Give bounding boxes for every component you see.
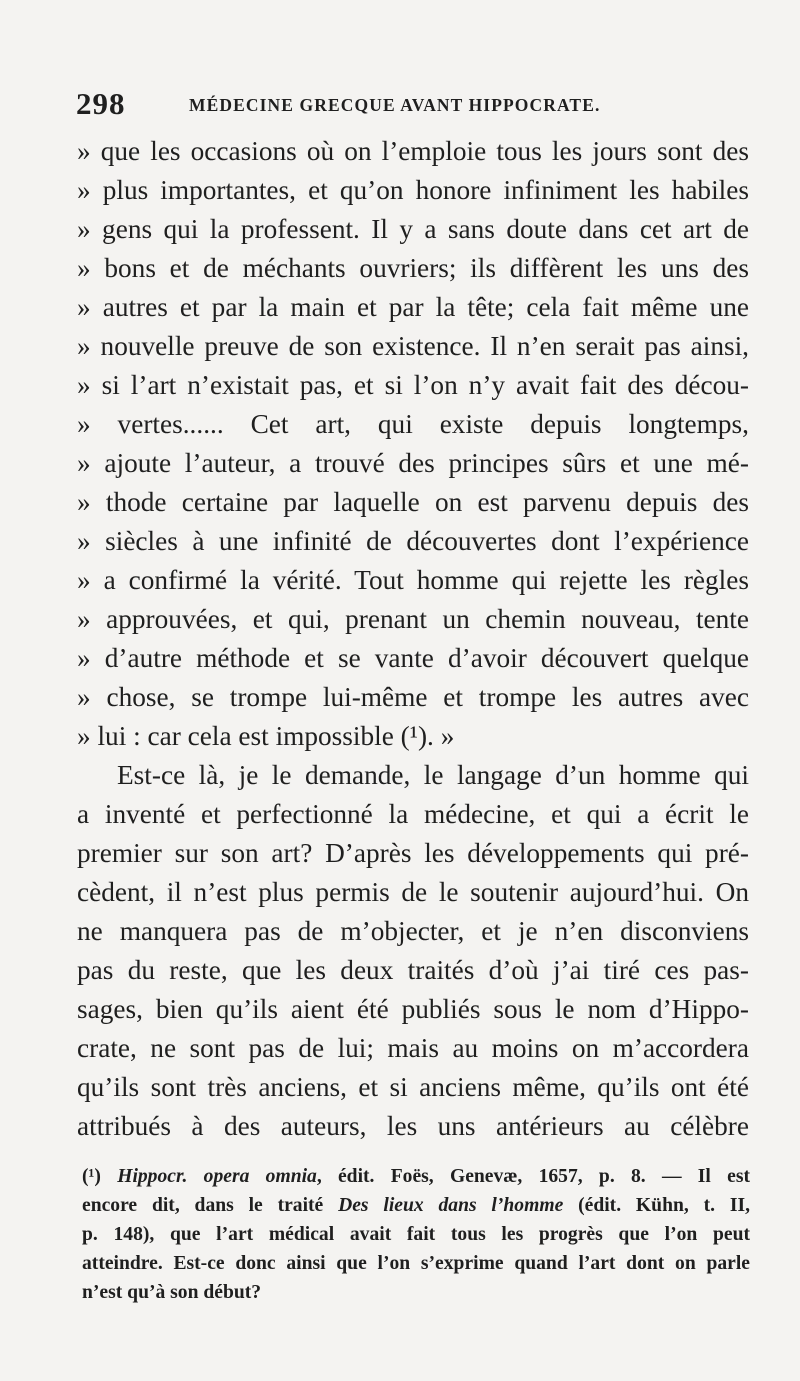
text-line: » thode certaine par laquelle on est parvenu depuis des (77, 487, 749, 517)
text-line: pas du reste, que les deux traités d’où j’ai tiré ces pas- (77, 955, 749, 985)
text-line: » chose, se trompe lui-même et trompe les autres avec (77, 682, 749, 712)
text-line: » gens qui la professent. Il y a sans doute dans cet art de (77, 214, 749, 244)
footnote-line (82, 1191, 750, 1220)
text-line: ne manquera pas de m’objecter, et je n’en disconviens (77, 916, 749, 946)
footnote-line (82, 1162, 750, 1191)
text-line: » que les occasions où on l’emploie tous les jours sont des (77, 136, 749, 166)
footnote-citation-title: Hippocr. opera omnia (117, 1166, 317, 1187)
text-line: » d’autre méthode et se vante d’avoir découvert quelque (77, 643, 749, 673)
running-title: MÉDECINE GRECQUE AVANT HIPPOCRATE. (189, 95, 601, 115)
text-line: qu’ils sont très anciens, et si anciens même, qu’ils ont été (77, 1072, 749, 1102)
text-line: » si l’art n’existait pas, et si l’on n’y avait fait des décou- (77, 370, 749, 400)
footnote-text: , édit. Foës, Genevæ, 1657, p. 8. — Il est (316, 1166, 750, 1187)
text-line: » siècles à une infinité de découvertes dont l’expérience (77, 526, 749, 556)
footnote-text: encore dit, dans le traité (82, 1195, 339, 1216)
text-line: » vertes...... Cet art, qui existe depuis longtemps, (77, 409, 749, 439)
main-text (77, 132, 749, 1146)
text-line: cèdent, il n’est plus permis de le soutenir aujourd’hui. On (77, 877, 749, 907)
text-line: premier sur son art? D’après les développements qui pré- (77, 838, 749, 868)
text-line: sages, bien qu’ils aient été publiés sous le nom d’Hippo- (77, 994, 749, 1024)
text-line: » plus importantes, et qu’on honore infiniment les habiles (77, 175, 749, 205)
text-line: » ajoute l’auteur, a trouvé des principes sûrs et une mé- (77, 448, 749, 478)
text-line: a inventé et perfectionné la médecine, et qui a écrit le (77, 799, 749, 829)
footnote-line: n’est qu’à son début? (82, 1282, 262, 1303)
footnote-line: atteindre. Est-ce donc ainsi que l’on s’exprime quand l’art dont on parle (82, 1253, 750, 1274)
page-number: 298 (76, 86, 126, 121)
text-line: » lui : car cela est impossible (¹). » (77, 721, 455, 751)
text-line: » bons et de méchants ouvriers; ils diffèrent les uns des (77, 253, 749, 283)
text-line: » nouvelle preuve de son existence. Il n’en serait pas ainsi, (77, 331, 749, 361)
page-header (76, 86, 756, 122)
text-line: » approuvées, et qui, prenant un chemin nouveau, tente (77, 604, 749, 634)
text-line: crate, ne sont pas de lui; mais au moins on m’accordera (77, 1033, 749, 1063)
footnote-text: (édit. Kühn, t. II, (563, 1195, 750, 1216)
text-line: » autres et par la main et par la tête; cela fait même une (77, 292, 749, 322)
footnote-line: p. 148), que l’art médical avait fait tous les progrès que l’on peut (82, 1224, 750, 1245)
text-line: » a confirmé la vérité. Tout homme qui rejette les règles (77, 565, 749, 595)
text-line: attribués à des auteurs, les uns antérieurs au célèbre (77, 1111, 749, 1141)
footnote (82, 1162, 750, 1307)
footnote-marker: (¹) (82, 1166, 101, 1187)
paragraph-start-line: Est-ce là, je le demande, le langage d’un homme qui (117, 760, 749, 790)
footnote-treatise-title: Des lieux dans l’homme (338, 1195, 564, 1216)
